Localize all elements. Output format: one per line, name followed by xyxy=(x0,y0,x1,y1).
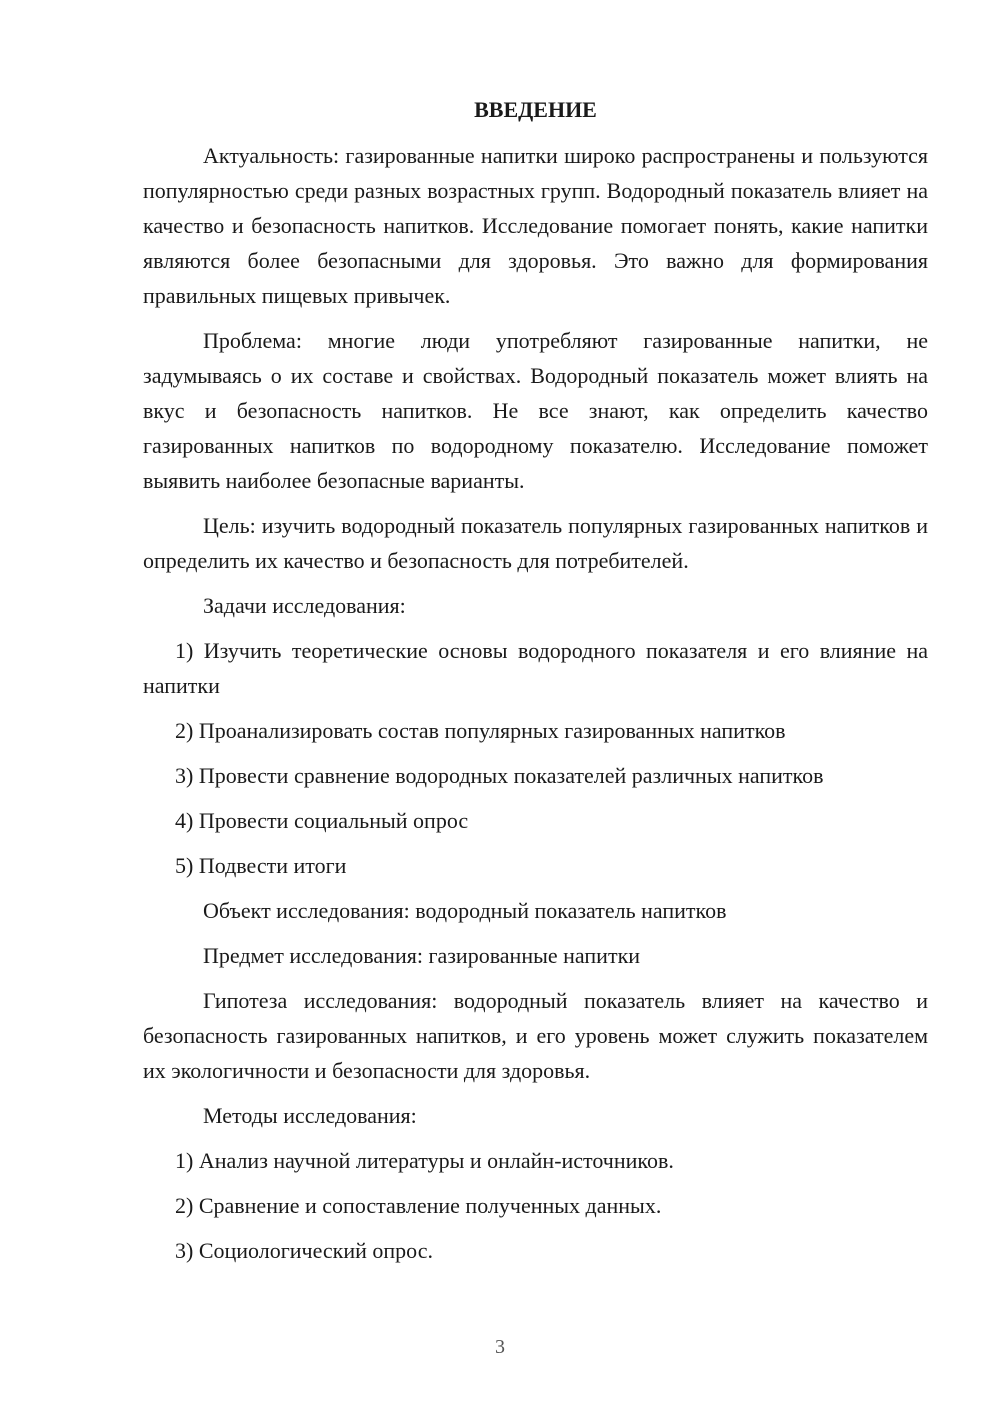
method-item: 3) Социологический опрос. xyxy=(175,1238,433,1263)
task-item: 3) Провести сравнение водородных показателей различных напитков xyxy=(175,763,824,788)
goal-paragraph: Цель: изучить водородный показатель популярных газированных напитков и определить их качество и безопасность для потребителей. xyxy=(143,513,928,573)
method-item: 1) Анализ научной литературы и онлайн-источников. xyxy=(175,1148,674,1173)
document-body xyxy=(143,92,928,1268)
page-number: 3 xyxy=(495,1336,505,1358)
methods-title: Методы исследования: xyxy=(203,1103,417,1128)
task-item: 5) Подвести итоги xyxy=(175,853,347,878)
task-item: 4) Провести социальный опрос xyxy=(175,808,469,833)
subject-paragraph: Предмет исследования: газированные напитки xyxy=(203,943,641,968)
hypothesis-paragraph: Гипотеза исследования: водородный показатель влияет на качество и безопасность газированных напитков, и его уровень может служить показателем их экологичности и безопасности для здоровья. xyxy=(143,988,928,1083)
object-paragraph: Объект исследования: водородный показатель напитков xyxy=(203,898,727,923)
tasks-title: Задачи исследования: xyxy=(203,593,406,618)
page-title: ВВЕДЕНИЕ xyxy=(474,97,597,122)
method-item: 2) Сравнение и сопоставление полученных данных. xyxy=(175,1193,662,1218)
task-item: 1) Изучить теоретические основы водородного показателя и его влияние на напитки xyxy=(143,638,928,698)
problem-paragraph: Проблема: многие люди употребляют газированные напитки, не задумываясь о их составе и свойствах. Водородный показатель может влиять на вкус и безопасность напитков. Не все знают, как определить качество газированных напитков по водородному показателю. Исследование поможет выявить наиболее безопасные варианты. xyxy=(143,328,928,493)
task-item: 2) Проанализировать состав популярных газированных напитков xyxy=(175,718,786,743)
relevance-paragraph: Актуальность: газированные напитки широко распространены и пользуются популярностью среди разных возрастных групп. Водородный показатель влияет на качество и безопасность напитков. Исследование помогает понять, какие напитки являются более безопасными для здоровья. Это важно для формирования правильных пищевых привычек. xyxy=(143,143,928,308)
